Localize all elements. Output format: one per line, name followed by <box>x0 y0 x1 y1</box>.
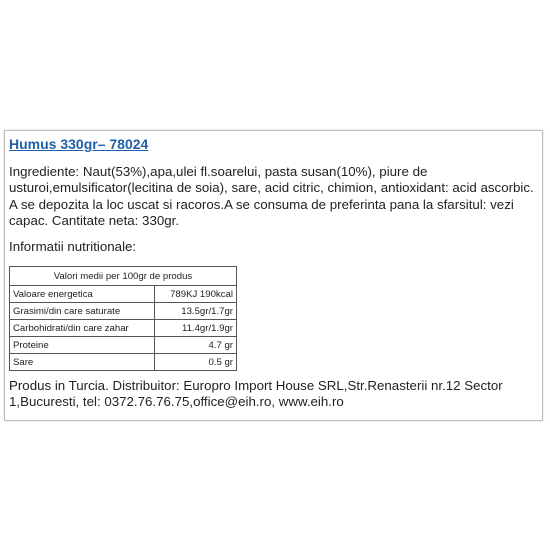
nutrient-name: Grasimi/din care saturate <box>10 303 155 320</box>
nutrient-name: Proteine <box>10 337 155 354</box>
nutrient-value: 0.5 gr <box>154 354 236 371</box>
nutrition-row <box>10 354 237 371</box>
nutrition-row <box>10 337 237 354</box>
nutrient-value: 11.4gr/1.9gr <box>154 320 236 337</box>
nutrition-row <box>10 303 237 320</box>
nutrient-name: Sare <box>10 354 155 371</box>
nutrition-table <box>9 266 237 371</box>
nutrient-value: 13.5gr/1.7gr <box>154 303 236 320</box>
product-title: Humus 330gr– 78024 <box>9 136 149 152</box>
nutrition-heading: Informatii nutritionale: <box>9 239 137 254</box>
nutrient-value: 789KJ 190kcal <box>154 286 236 303</box>
nutrition-table-header-row <box>10 267 237 286</box>
distributor-info: Produs in Turcia. Distribuitor: Europro Import House SRL,Str.Renasterii nr.12 Sector 1,Bucuresti, tel: 0372.76.76.75,office@eih.ro, www.eih.ro <box>9 378 503 410</box>
product-label <box>4 130 543 421</box>
nutrition-row <box>10 320 237 337</box>
nutrient-name: Carbohidrati/din care zahar <box>10 320 155 337</box>
ingredients-text: Ingrediente: Naut(53%),apa,ulei fl.soarelui, pasta susan(10%), piure de usturoi,emulsificator(lecitina de soia), sare, acid citric, chimion, antioxidant: acid ascorbic. A se depozita la loc uscat si racoros.A se consuma de preferinta pana la sfarsitul: vezi capac. Cantitate neta: 330gr. <box>9 164 534 229</box>
nutrient-name: Valoare energetica <box>10 286 155 303</box>
nutrient-value: 4.7 gr <box>154 337 236 354</box>
nutrition-table-header: Valori medii per 100gr de produs <box>10 267 237 286</box>
nutrition-row <box>10 286 237 303</box>
